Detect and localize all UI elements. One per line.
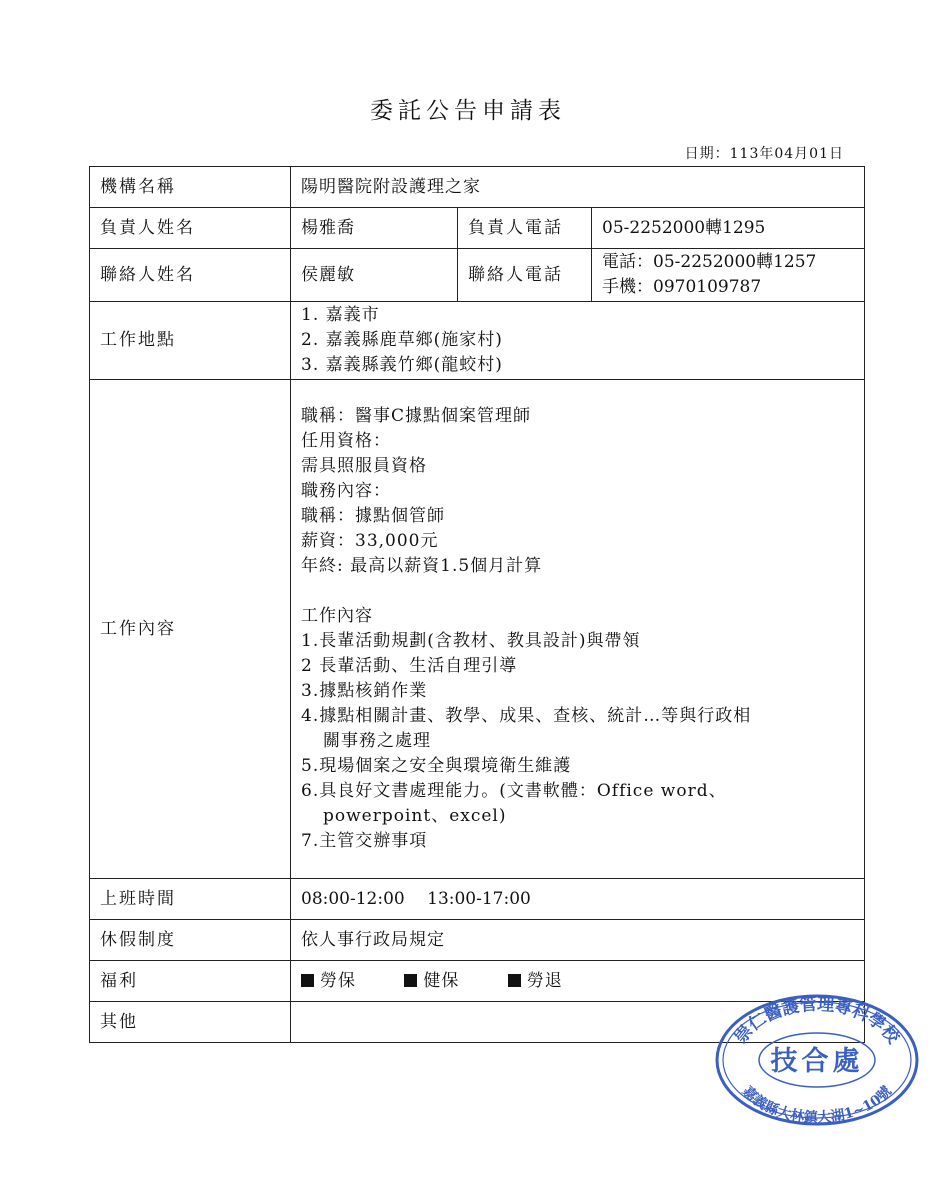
row-contact — [90, 249, 865, 302]
contact-phone-label: 聯絡人電話 — [458, 249, 592, 302]
benefits-label: 福利 — [90, 961, 291, 1002]
school-seal-stamp — [713, 992, 921, 1128]
benefit-item — [301, 971, 356, 991]
org-value: 陽明醫院附設護理之家 — [291, 167, 865, 208]
content-line: 職稱：醫事C據點個案管理師 — [301, 406, 532, 426]
owner-phone-value: 05-2252000轉1295 — [592, 208, 865, 249]
row-hours — [90, 879, 865, 920]
filled-square-icon — [301, 974, 314, 987]
contact-phone-line: 電話：05-2252000轉1257 — [602, 252, 817, 272]
row-owner — [90, 208, 865, 249]
owner-value: 楊雅喬 — [291, 208, 458, 249]
content-line: 6.具良好文書處理能力。(文書軟體：Office word、 — [301, 781, 727, 801]
application-form-table — [89, 166, 865, 1043]
content-value — [291, 380, 865, 879]
content-spacer — [301, 579, 854, 604]
stamp-top-text: 崇仁醫護管理專科學校 — [730, 994, 904, 1048]
hours-value: 08:00-12:00 13:00-17:00 — [291, 879, 865, 920]
row-org — [90, 167, 865, 208]
content-label: 工作內容 — [90, 380, 291, 879]
location-line: 3. 嘉義縣義竹鄉(龍蛟村) — [301, 355, 503, 375]
content-line: 2 長輩活動、生活自理引導 — [301, 656, 518, 676]
owner-label: 負責人姓名 — [90, 208, 291, 249]
contact-phone-value — [592, 249, 865, 302]
content-line: 任用資格： — [301, 431, 391, 451]
content-line: 7.主管交辦事項 — [301, 831, 428, 851]
row-content — [90, 380, 865, 879]
benefit-item — [508, 971, 563, 991]
location-line: 1. 嘉義市 — [301, 305, 380, 325]
content-line: 年終: 最高以薪資1.5個月計算 — [301, 556, 543, 576]
filled-square-icon — [508, 974, 521, 987]
content-line: 需具照服員資格 — [301, 456, 427, 476]
content-line: 工作內容 — [301, 606, 373, 626]
benefit-label: 健保 — [423, 970, 460, 991]
org-label: 機構名稱 — [90, 167, 291, 208]
other-label: 其他 — [90, 1002, 291, 1043]
row-location — [90, 302, 865, 380]
content-line: 薪資：33,000元 — [301, 531, 439, 551]
hours-label: 上班時間 — [90, 879, 291, 920]
content-line: 4.據點相關計畫、教學、成果、查核、統計…等與行政相 — [301, 706, 752, 726]
content-line: 職務內容： — [301, 481, 391, 501]
location-line: 2. 嘉義縣鹿草鄉(施家村) — [301, 330, 503, 350]
benefit-label: 勞保 — [320, 970, 356, 991]
contact-mobile-line: 手機：0970109787 — [602, 277, 762, 297]
benefit-item — [404, 971, 459, 991]
location-label: 工作地點 — [90, 302, 291, 380]
content-line: 5.現場個案之安全與環境衛生維護 — [301, 756, 572, 776]
benefit-label: 勞退 — [526, 970, 563, 991]
owner-phone-label: 負責人電話 — [458, 208, 592, 249]
filled-square-icon — [404, 974, 417, 987]
content-line: powerpoint、excel) — [323, 806, 507, 826]
stamp-center-text: 技合處 — [770, 1046, 864, 1077]
location-value — [291, 302, 865, 380]
leave-label: 休假制度 — [90, 920, 291, 961]
content-line: 1.長輩活動規劃(含教材、教具設計)與帶領 — [301, 631, 641, 651]
content-line: 職稱：據點個管師 — [301, 506, 445, 526]
row-leave — [90, 920, 865, 961]
form-date: 日期：113年04月01日 — [684, 146, 844, 162]
contact-value: 侯麗敏 — [291, 249, 458, 302]
leave-value: 依人事行政局規定 — [291, 920, 865, 961]
contact-label: 聯絡人姓名 — [90, 249, 291, 302]
content-line: 關事務之處理 — [323, 731, 431, 751]
svg-text:嘉義縣大林鎮大湖1~10號 — [739, 1083, 895, 1127]
stamp-bottom-text: 嘉義縣大林鎮大湖1~10號 — [738, 1083, 896, 1127]
form-title: 委託公告申請表 — [370, 98, 566, 124]
content-line: 3.據點核銷作業 — [301, 681, 428, 701]
